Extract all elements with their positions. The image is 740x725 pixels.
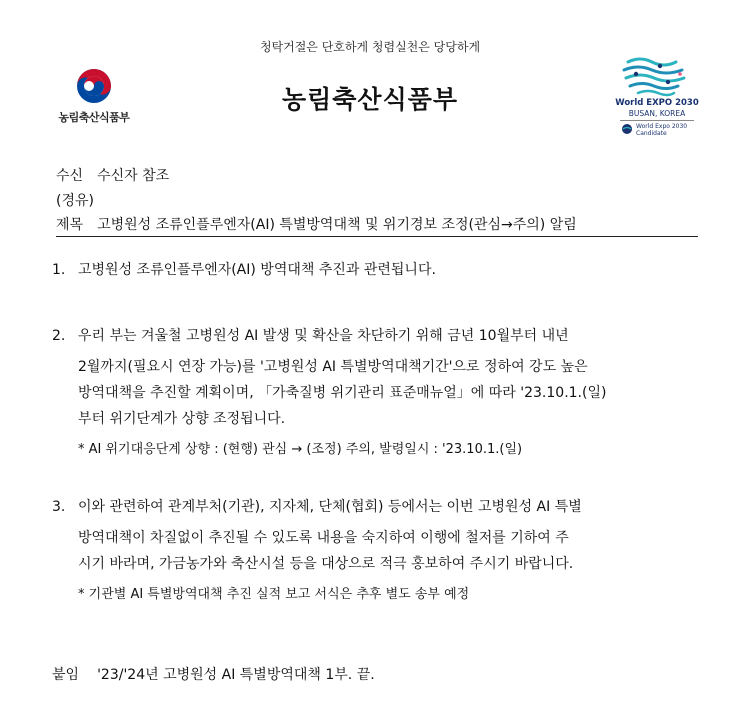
item-line: 이와 관련하여 관계부처(기관), 지자체, 단체(협회) 등에서는 이번 고병원성 AI 특별 [78, 499, 582, 515]
expo-candidate-text [636, 123, 687, 137]
item-line: 고병원성 조류인플루엔자(AI) 방역대책 추진과 관련됩니다. [78, 262, 436, 278]
item-note: * AI 위기대응단계 상향 : (현행) 관심 → (조정) 주의, 발령일시 : '23.10.1.(일) [78, 442, 523, 457]
attachment-value: '23/'24년 고병원성 AI 특별방역대책 1부. 끝. [97, 667, 375, 683]
subject-value: 고병원성 조류인플루엔자(AI) 특별방역대책 및 위기경보 조정(관심→주의) 알림 [97, 217, 577, 233]
subject-label: 제목 [56, 217, 84, 233]
subject-row [56, 214, 577, 234]
recipient-label: 수신 [56, 168, 84, 184]
expo-candidate-icon [621, 123, 633, 135]
item-line: 시기 바라며, 가금농가와 축산시설 등을 대상으로 적극 홍보하여 주시기 바랍니다. [78, 556, 574, 572]
item-3 [52, 494, 582, 520]
recipient-value: 수신자 참조 [97, 168, 170, 184]
item-number: 1. [52, 262, 66, 278]
item-number: 2. [52, 328, 66, 344]
item-1 [52, 257, 436, 283]
recipient-row [56, 165, 169, 185]
expo-candidate-line2: Candidate [636, 130, 667, 137]
ministry-title: 농림축산식품부 [281, 85, 459, 114]
via-row: (경유) [56, 193, 94, 209]
item-line: 부터 위기단계가 상향 조정됩니다. [78, 411, 286, 427]
attachment-row [52, 664, 375, 684]
item-line: 방역대책이 차질없이 추진될 수 있도록 내용을 숙지하여 이행에 철저를 기하여 주 [78, 530, 569, 546]
expo-wave-icon [612, 54, 702, 98]
slogan: 청탁거절은 단호하게 청렴실천은 당당하게 [259, 40, 481, 54]
ministry-logo-text: 농림축산식품부 [58, 111, 130, 124]
attachment-label: 붙임 [52, 667, 80, 683]
item-note: * 기관별 AI 특별방역대책 추진 실적 보고 서식은 추후 별도 송부 예정 [78, 587, 470, 602]
item-line: 우리 부는 겨울철 고병원성 AI 발생 및 확산을 차단하기 위해 금년 10월부터 내년 [78, 328, 569, 344]
subject-divider [56, 236, 698, 237]
expo-title: World EXPO 2030 [615, 98, 699, 108]
item-number: 3. [52, 499, 66, 515]
world-expo-logo [612, 54, 702, 137]
expo-location: BUSAN, KOREA [628, 109, 686, 118]
expo-divider [620, 120, 694, 121]
item-line: 2월까지(필요시 연장 가능)를 '고병원성 AI 특별방역대책기간'으로 정하여 강도 높은 [78, 359, 588, 375]
item-2 [52, 323, 569, 349]
item-line: 방역대책을 추진할 계획이며, 「가축질병 위기관리 표준매뉴얼」에 따라 '23.10.1.(일) [78, 385, 607, 401]
expo-candidate-line1: World Expo 2030 [636, 123, 688, 130]
